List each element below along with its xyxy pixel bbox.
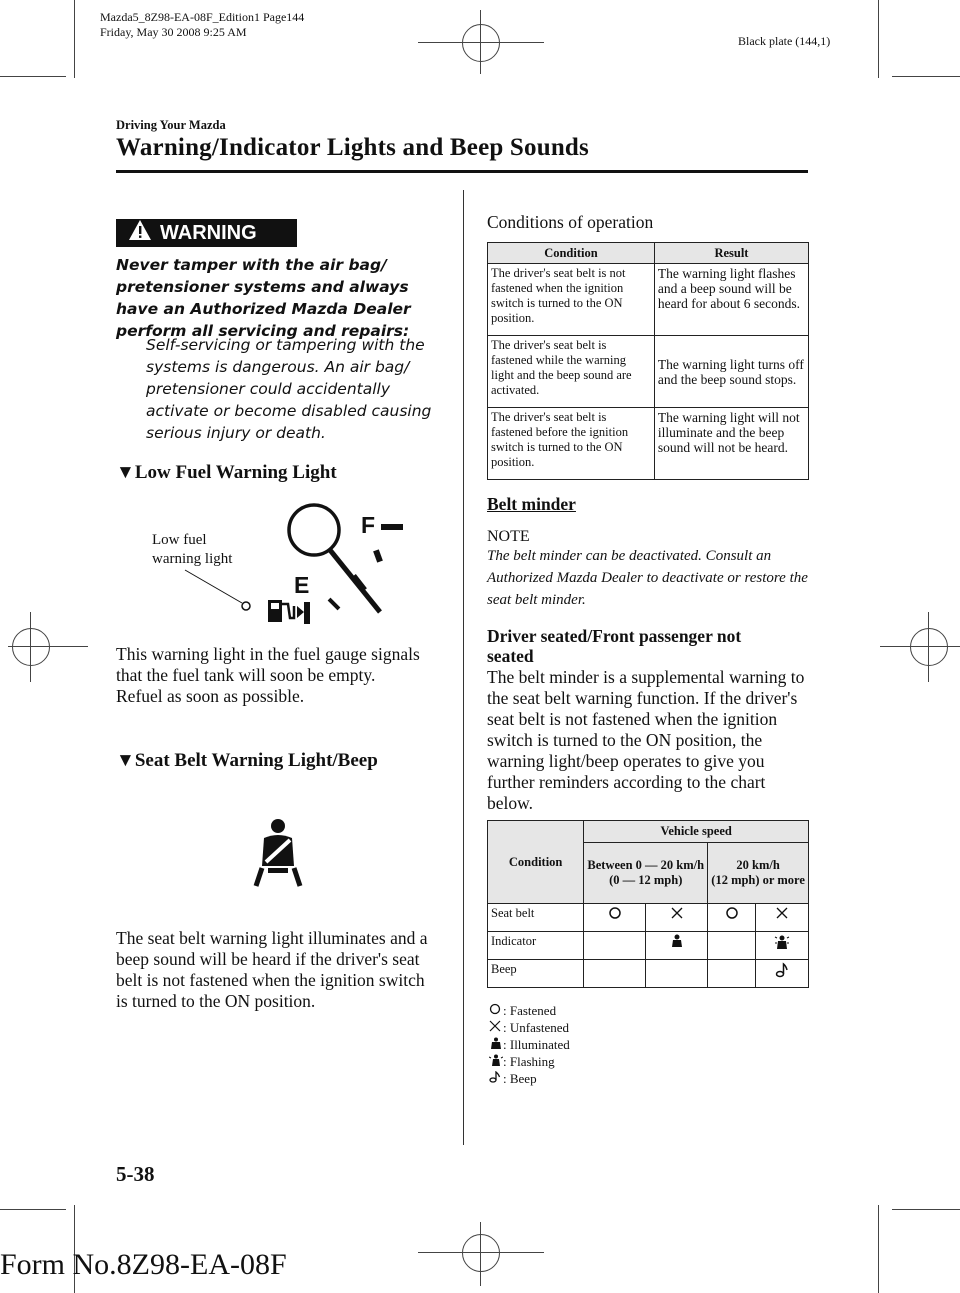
unfastened-icon — [489, 1020, 503, 1032]
table-row — [488, 408, 809, 480]
illuminated-icon — [489, 1037, 503, 1049]
form-number: Form No.8Z98-EA-08F — [0, 1248, 287, 1281]
driver-seated-subheading: Driver seated/Front passenger not seated — [487, 626, 742, 666]
seat-belt-body: The seat belt warning light illuminates and a beep sound will be heard if the driver's seat belt is not fastened when the ignition switch is turned to the ON position. — [116, 928, 428, 1011]
empty-cell — [584, 932, 646, 960]
seat-belt-warning-icon — [246, 818, 310, 888]
warning-badge-label: WARNING — [160, 221, 257, 244]
legend — [489, 1002, 570, 1087]
table-row — [488, 904, 809, 932]
legend-flashing — [489, 1053, 570, 1070]
gauge-e-label: E — [294, 572, 310, 598]
table-cell: The driver's seat belt is fastened while the warning light and the beep sound are activated. — [488, 336, 655, 408]
table-cell: The warning light will not illuminate and the beep sound will not be heard. — [654, 408, 808, 480]
row-label: Indicator — [488, 932, 584, 960]
result-header: Result — [654, 243, 808, 264]
beep-icon — [756, 960, 809, 988]
seat-belt-heading — [116, 750, 378, 772]
row-label: Seat belt — [488, 904, 584, 932]
low-fuel-body: This warning light in the fuel gauge signals that the fuel tank will soon be empty. Refuel as soon as possible. — [116, 644, 420, 706]
unfastened-icon — [646, 904, 708, 932]
callout-dot — [242, 602, 250, 610]
table-row — [488, 336, 809, 408]
note-text: The belt minder can be deactivated. Consult an Authorized Mazda Dealer to deactivate or restore the seat belt minder. — [487, 548, 808, 608]
speed-col-low: Between 0 — 20 km/h (0 — 12 mph) — [584, 843, 708, 904]
belt-minder-heading: Belt minder — [487, 494, 576, 514]
table-cell: The warning light turns off and the beep sound stops. — [654, 336, 808, 408]
seat-belt-heading-text: Seat Belt Warning Light/Beep — [134, 750, 378, 771]
table-header-row — [488, 243, 809, 264]
warning-badge — [116, 219, 297, 247]
fastened-icon — [489, 1003, 503, 1015]
unfastened-icon — [756, 904, 809, 932]
warning-bold-text: Never tamper with the air bag/ pretensioner systems and always have an Authorized Mazda Dealer perform all servicing and repairs: — [116, 256, 411, 340]
legend-unfastened-text: : Unfastened — [503, 1020, 570, 1035]
beep-icon — [489, 1071, 503, 1083]
warning-triangle-icon — [128, 219, 152, 247]
empty-cell — [708, 932, 756, 960]
print-header — [100, 10, 304, 40]
legend-flashing-text: : Flashing — [503, 1054, 555, 1069]
vehicle-speed-header: Vehicle speed — [584, 821, 809, 843]
speed-table — [487, 820, 809, 988]
low-fuel-heading-text: Low Fuel Warning Light — [134, 462, 337, 483]
table-cell: The driver's seat belt is not fastened when the ignition switch is turned to the ON position. — [488, 264, 655, 336]
condition-header: Condition — [488, 243, 655, 264]
full-mark — [381, 524, 403, 530]
table-row — [488, 932, 809, 960]
table-header-row — [488, 821, 809, 843]
plate-label: Black plate (144,1) — [738, 34, 831, 48]
empty-cell — [708, 960, 756, 988]
warning-detail-text: Self-servicing or tampering with the systems is dangerous. An air bag/ pretensioner could accidentally activate or become disabled causing serious injury or death. — [146, 336, 432, 442]
gauge-f-label: F — [361, 512, 376, 538]
print-header-line2: Friday, May 30 2008 9:25 AM — [100, 25, 247, 39]
page-title: Warning/Indicator Lights and Beep Sounds — [116, 134, 589, 161]
note-label: NOTE — [487, 528, 530, 545]
column-divider — [463, 190, 464, 1145]
flashing-icon — [756, 932, 809, 960]
legend-fastened-text: : Fastened — [503, 1003, 557, 1018]
empty-cell — [584, 960, 646, 988]
tick-mark — [373, 549, 383, 562]
legend-illuminated-text: : Illuminated — [503, 1037, 570, 1052]
legend-fastened — [489, 1002, 570, 1019]
print-header-line1: Mazda5_8Z98-EA-08F_Edition1 Page144 — [100, 10, 305, 24]
belt-minder-body: The belt minder is a supplemental warning to the seat belt warning function. If the driver's seat belt is not fastened when the ignition switch is turned to the ON position, the warning light/beep operates to give you further reminders according to the chart below. — [487, 667, 805, 813]
legend-unfastened — [489, 1019, 570, 1036]
legend-beep — [489, 1070, 570, 1087]
fuel-pump-icon — [266, 598, 308, 624]
low-fuel-callout: Low fuel warning light — [152, 532, 233, 567]
illuminated-icon — [646, 932, 708, 960]
table-cell: The warning light flashes and a beep sound will be heard for about 6 seconds. — [654, 264, 808, 336]
low-fuel-heading — [116, 462, 337, 484]
callout-line — [185, 570, 242, 603]
gauge-pivot — [289, 505, 339, 555]
row-label: Beep — [488, 960, 584, 988]
page-number: 5-38 — [116, 1162, 155, 1186]
conditions-title: Conditions of operation — [487, 212, 654, 232]
fastened-icon — [584, 904, 646, 932]
empty-cell — [646, 960, 708, 988]
table-row — [488, 264, 809, 336]
speed-condition-header: Condition — [488, 821, 584, 904]
title-rule — [116, 170, 808, 173]
bullet-triangle-icon: ▼ — [116, 750, 135, 771]
legend-illuminated — [489, 1036, 570, 1053]
legend-beep-text: : Beep — [503, 1071, 537, 1086]
conditions-table — [487, 242, 809, 480]
section-label: Driving Your Mazda — [116, 118, 226, 132]
table-row — [488, 960, 809, 988]
fastened-icon — [708, 904, 756, 932]
bullet-triangle-icon: ▼ — [116, 462, 135, 483]
speed-col-high: 20 km/h (12 mph) or more — [708, 843, 809, 904]
flashing-icon — [489, 1054, 503, 1066]
tick-mark — [328, 598, 341, 611]
table-cell: The driver's seat belt is fastened before the ignition switch is turned to the ON position. — [488, 408, 655, 480]
